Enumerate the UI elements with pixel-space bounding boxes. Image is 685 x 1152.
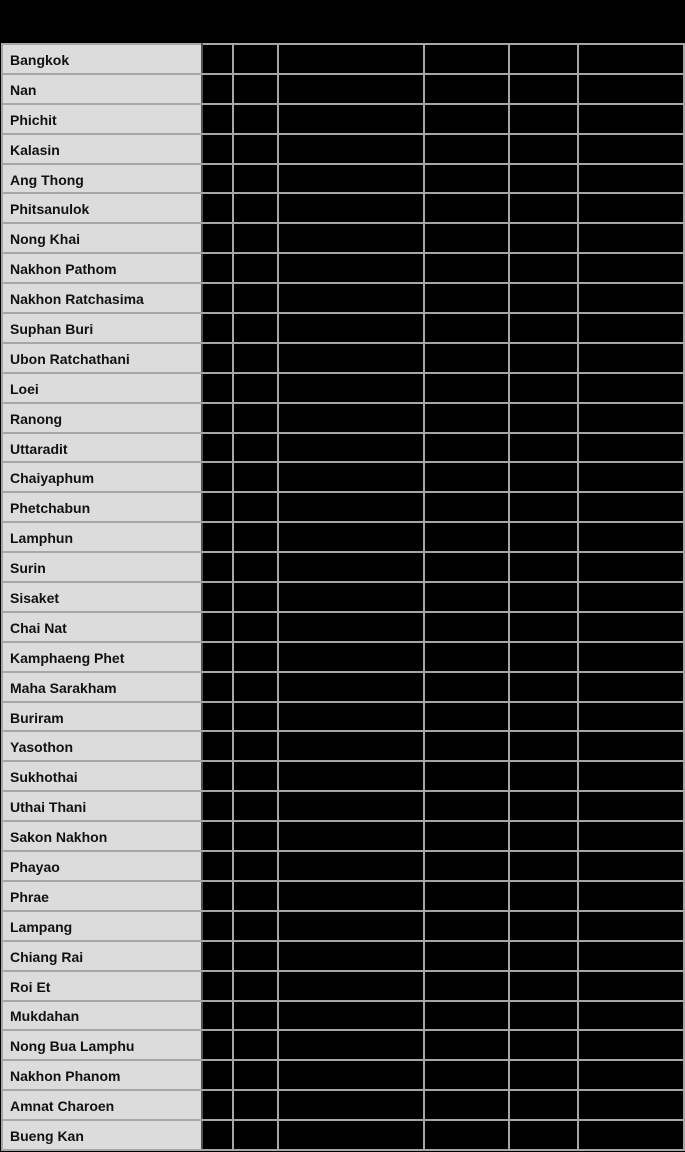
data-cell-col-5[interactable] (509, 1120, 578, 1150)
data-cell-col-4[interactable] (424, 223, 509, 253)
data-cell-col-4[interactable] (424, 462, 509, 492)
data-cell-col-2[interactable] (233, 642, 278, 672)
data-cell-col-3[interactable] (278, 851, 424, 881)
province-name-cell[interactable]: Nan (2, 74, 202, 104)
data-cell-col-6[interactable] (578, 702, 684, 732)
data-cell-col-5[interactable] (509, 343, 578, 373)
data-cell-col-4[interactable] (424, 941, 509, 971)
data-cell-col-5[interactable] (509, 433, 578, 463)
data-cell-col-5[interactable] (509, 44, 578, 74)
table-row[interactable] (2, 433, 684, 463)
table-row[interactable] (2, 911, 684, 941)
data-cell-col-6[interactable] (578, 492, 684, 522)
data-cell-col-4[interactable] (424, 1030, 509, 1060)
data-cell-col-5[interactable] (509, 283, 578, 313)
province-name-cell[interactable]: Chaiyaphum (2, 462, 202, 492)
data-cell-col-1[interactable] (202, 911, 233, 941)
data-cell-col-1[interactable] (202, 164, 233, 194)
data-cell-col-1[interactable] (202, 971, 233, 1001)
data-cell-col-6[interactable] (578, 911, 684, 941)
province-name-cell[interactable]: Maha Sarakham (2, 672, 202, 702)
data-cell-col-3[interactable] (278, 1120, 424, 1150)
data-cell-col-5[interactable] (509, 702, 578, 732)
data-cell-col-6[interactable] (578, 343, 684, 373)
data-cell-col-6[interactable] (578, 1120, 684, 1150)
data-cell-col-4[interactable] (424, 911, 509, 941)
data-cell-col-5[interactable] (509, 911, 578, 941)
data-cell-col-4[interactable] (424, 193, 509, 223)
data-cell-col-6[interactable] (578, 223, 684, 253)
data-cell-col-2[interactable] (233, 343, 278, 373)
data-cell-col-2[interactable] (233, 1030, 278, 1060)
data-cell-col-2[interactable] (233, 253, 278, 283)
table-row[interactable] (2, 941, 684, 971)
data-cell-col-6[interactable] (578, 642, 684, 672)
data-cell-col-4[interactable] (424, 1090, 509, 1120)
data-cell-col-3[interactable] (278, 761, 424, 791)
data-cell-col-6[interactable] (578, 164, 684, 194)
data-cell-col-5[interactable] (509, 941, 578, 971)
data-cell-col-3[interactable] (278, 1001, 424, 1031)
data-cell-col-5[interactable] (509, 642, 578, 672)
data-cell-col-6[interactable] (578, 941, 684, 971)
data-cell-col-1[interactable] (202, 1001, 233, 1031)
table-row[interactable] (2, 313, 684, 343)
data-cell-col-6[interactable] (578, 971, 684, 1001)
data-cell-col-1[interactable] (202, 851, 233, 881)
data-cell-col-3[interactable] (278, 74, 424, 104)
data-cell-col-5[interactable] (509, 731, 578, 761)
data-cell-col-3[interactable] (278, 821, 424, 851)
data-cell-col-5[interactable] (509, 253, 578, 283)
data-cell-col-4[interactable] (424, 642, 509, 672)
data-cell-col-6[interactable] (578, 1001, 684, 1031)
table-row[interactable] (2, 821, 684, 851)
data-cell-col-1[interactable] (202, 283, 233, 313)
province-name-cell[interactable]: Ranong (2, 403, 202, 433)
province-name-cell[interactable]: Sukhothai (2, 761, 202, 791)
data-cell-col-5[interactable] (509, 104, 578, 134)
province-name-cell[interactable]: Ubon Ratchathani (2, 343, 202, 373)
data-cell-col-6[interactable] (578, 582, 684, 612)
data-cell-col-2[interactable] (233, 403, 278, 433)
table-row[interactable] (2, 1120, 684, 1150)
data-cell-col-3[interactable] (278, 104, 424, 134)
data-cell-col-5[interactable] (509, 164, 578, 194)
province-name-cell[interactable]: Suphan Buri (2, 313, 202, 343)
data-cell-col-1[interactable] (202, 44, 233, 74)
data-cell-col-3[interactable] (278, 612, 424, 642)
data-cell-col-6[interactable] (578, 253, 684, 283)
data-cell-col-6[interactable] (578, 462, 684, 492)
data-cell-col-2[interactable] (233, 522, 278, 552)
data-cell-col-4[interactable] (424, 1120, 509, 1150)
data-cell-col-6[interactable] (578, 313, 684, 343)
province-name-cell[interactable]: Uttaradit (2, 433, 202, 463)
data-cell-col-5[interactable] (509, 74, 578, 104)
data-cell-col-1[interactable] (202, 1120, 233, 1150)
table-row[interactable] (2, 552, 684, 582)
data-cell-col-4[interactable] (424, 164, 509, 194)
data-cell-col-1[interactable] (202, 821, 233, 851)
data-cell-col-4[interactable] (424, 253, 509, 283)
data-cell-col-2[interactable] (233, 433, 278, 463)
data-cell-col-5[interactable] (509, 1001, 578, 1031)
table-row[interactable] (2, 971, 684, 1001)
data-cell-col-1[interactable] (202, 731, 233, 761)
province-name-cell[interactable]: Phitsanulok (2, 193, 202, 223)
data-cell-col-4[interactable] (424, 971, 509, 1001)
province-name-cell[interactable]: Sisaket (2, 582, 202, 612)
data-cell-col-2[interactable] (233, 881, 278, 911)
table-row[interactable] (2, 881, 684, 911)
data-cell-col-3[interactable] (278, 881, 424, 911)
table-row[interactable] (2, 642, 684, 672)
table-body (2, 44, 684, 1150)
table-row[interactable] (2, 1030, 684, 1060)
data-cell-col-2[interactable] (233, 731, 278, 761)
data-cell-col-2[interactable] (233, 672, 278, 702)
data-cell-col-4[interactable] (424, 433, 509, 463)
data-cell-col-3[interactable] (278, 642, 424, 672)
province-name-cell[interactable]: Nakhon Ratchasima (2, 283, 202, 313)
data-cell-col-2[interactable] (233, 582, 278, 612)
data-cell-col-3[interactable] (278, 343, 424, 373)
data-cell-col-6[interactable] (578, 552, 684, 582)
data-cell-col-4[interactable] (424, 1060, 509, 1090)
province-name-cell[interactable]: Chai Nat (2, 612, 202, 642)
table-row[interactable] (2, 702, 684, 732)
data-cell-col-5[interactable] (509, 193, 578, 223)
data-cell-col-3[interactable] (278, 373, 424, 403)
data-cell-col-3[interactable] (278, 552, 424, 582)
data-cell-col-3[interactable] (278, 164, 424, 194)
data-cell-col-5[interactable] (509, 373, 578, 403)
data-cell-col-1[interactable] (202, 193, 233, 223)
data-cell-col-4[interactable] (424, 672, 509, 702)
data-cell-col-3[interactable] (278, 283, 424, 313)
data-cell-col-4[interactable] (424, 791, 509, 821)
data-cell-col-5[interactable] (509, 971, 578, 1001)
province-table (1, 43, 685, 1151)
data-cell-col-4[interactable] (424, 134, 509, 164)
province-name-cell[interactable]: Ang Thong (2, 164, 202, 194)
data-cell-col-3[interactable] (278, 1030, 424, 1060)
data-cell-col-4[interactable] (424, 821, 509, 851)
province-name-cell[interactable]: Phichit (2, 104, 202, 134)
province-name-cell[interactable]: Nakhon Phanom (2, 1060, 202, 1090)
data-cell-col-6[interactable] (578, 193, 684, 223)
data-cell-col-5[interactable] (509, 403, 578, 433)
data-cell-col-1[interactable] (202, 642, 233, 672)
data-cell-col-2[interactable] (233, 313, 278, 343)
data-cell-col-2[interactable] (233, 44, 278, 74)
table-row[interactable] (2, 134, 684, 164)
data-cell-col-4[interactable] (424, 283, 509, 313)
data-cell-col-2[interactable] (233, 492, 278, 522)
data-cell-col-6[interactable] (578, 1030, 684, 1060)
data-cell-col-2[interactable] (233, 821, 278, 851)
data-cell-col-3[interactable] (278, 193, 424, 223)
data-cell-col-6[interactable] (578, 403, 684, 433)
data-cell-col-3[interactable] (278, 44, 424, 74)
data-cell-col-6[interactable] (578, 74, 684, 104)
table-row[interactable] (2, 44, 684, 74)
province-name-cell[interactable]: Buriram (2, 702, 202, 732)
data-cell-col-1[interactable] (202, 552, 233, 582)
data-cell-col-4[interactable] (424, 44, 509, 74)
data-cell-col-2[interactable] (233, 373, 278, 403)
province-name-cell[interactable]: Lampang (2, 911, 202, 941)
province-name-cell[interactable]: Chiang Rai (2, 941, 202, 971)
data-cell-col-5[interactable] (509, 672, 578, 702)
data-cell-col-2[interactable] (233, 223, 278, 253)
province-name-cell[interactable]: Amnat Charoen (2, 1090, 202, 1120)
data-cell-col-2[interactable] (233, 283, 278, 313)
province-name-cell[interactable]: Kamphaeng Phet (2, 642, 202, 672)
data-cell-col-5[interactable] (509, 612, 578, 642)
data-cell-col-4[interactable] (424, 761, 509, 791)
province-name-cell[interactable]: Phayao (2, 851, 202, 881)
data-cell-col-1[interactable] (202, 1030, 233, 1060)
province-name-cell[interactable]: Nong Khai (2, 223, 202, 253)
data-cell-col-1[interactable] (202, 941, 233, 971)
table-row[interactable] (2, 462, 684, 492)
data-cell-col-1[interactable] (202, 462, 233, 492)
data-cell-col-5[interactable] (509, 522, 578, 552)
data-cell-col-5[interactable] (509, 1030, 578, 1060)
province-name-cell[interactable]: Yasothon (2, 731, 202, 761)
data-cell-col-6[interactable] (578, 44, 684, 74)
data-cell-col-1[interactable] (202, 492, 233, 522)
table-row[interactable] (2, 223, 684, 253)
table-row[interactable] (2, 1090, 684, 1120)
data-cell-col-4[interactable] (424, 702, 509, 732)
table-row[interactable] (2, 1001, 684, 1031)
data-cell-col-4[interactable] (424, 582, 509, 612)
data-cell-col-2[interactable] (233, 851, 278, 881)
table-row[interactable] (2, 104, 684, 134)
province-name-cell[interactable]: Nong Bua Lamphu (2, 1030, 202, 1060)
data-cell-col-3[interactable] (278, 403, 424, 433)
header-band (0, 0, 685, 43)
data-cell-col-3[interactable] (278, 1060, 424, 1090)
province-name-cell[interactable]: Bangkok (2, 44, 202, 74)
data-cell-col-1[interactable] (202, 104, 233, 134)
data-cell-col-3[interactable] (278, 672, 424, 702)
data-cell-col-5[interactable] (509, 582, 578, 612)
province-name-cell[interactable]: Mukdahan (2, 1001, 202, 1031)
data-cell-col-2[interactable] (233, 1060, 278, 1090)
province-name-cell[interactable]: Bueng Kan (2, 1120, 202, 1150)
data-cell-col-2[interactable] (233, 612, 278, 642)
data-cell-col-5[interactable] (509, 791, 578, 821)
data-cell-col-2[interactable] (233, 702, 278, 732)
data-cell-col-1[interactable] (202, 582, 233, 612)
data-cell-col-1[interactable] (202, 761, 233, 791)
data-cell-col-6[interactable] (578, 1090, 684, 1120)
data-cell-col-3[interactable] (278, 492, 424, 522)
table-row[interactable] (2, 343, 684, 373)
data-cell-col-4[interactable] (424, 1001, 509, 1031)
data-cell-col-2[interactable] (233, 74, 278, 104)
data-cell-col-2[interactable] (233, 164, 278, 194)
data-cell-col-3[interactable] (278, 582, 424, 612)
data-cell-col-3[interactable] (278, 134, 424, 164)
table-row[interactable] (2, 522, 684, 552)
data-cell-col-3[interactable] (278, 731, 424, 761)
data-cell-col-4[interactable] (424, 612, 509, 642)
data-cell-col-2[interactable] (233, 552, 278, 582)
data-cell-col-2[interactable] (233, 971, 278, 1001)
data-cell-col-2[interactable] (233, 791, 278, 821)
data-cell-col-6[interactable] (578, 433, 684, 463)
data-cell-col-3[interactable] (278, 253, 424, 283)
data-cell-col-4[interactable] (424, 373, 509, 403)
data-cell-col-2[interactable] (233, 1120, 278, 1150)
table-row[interactable] (2, 761, 684, 791)
province-name-cell[interactable]: Surin (2, 552, 202, 582)
data-cell-col-1[interactable] (202, 522, 233, 552)
table-row[interactable] (2, 283, 684, 313)
data-cell-col-1[interactable] (202, 881, 233, 911)
data-cell-col-3[interactable] (278, 313, 424, 343)
data-cell-col-4[interactable] (424, 552, 509, 582)
data-cell-col-3[interactable] (278, 433, 424, 463)
data-cell-col-1[interactable] (202, 373, 233, 403)
table-row[interactable] (2, 373, 684, 403)
data-cell-col-2[interactable] (233, 761, 278, 791)
data-cell-col-4[interactable] (424, 74, 509, 104)
data-cell-col-6[interactable] (578, 881, 684, 911)
data-cell-col-1[interactable] (202, 433, 233, 463)
table-row[interactable] (2, 74, 684, 104)
data-cell-col-6[interactable] (578, 821, 684, 851)
data-cell-col-2[interactable] (233, 193, 278, 223)
data-cell-col-6[interactable] (578, 731, 684, 761)
data-cell-col-1[interactable] (202, 253, 233, 283)
data-cell-col-4[interactable] (424, 851, 509, 881)
data-cell-col-5[interactable] (509, 313, 578, 343)
data-cell-col-3[interactable] (278, 702, 424, 732)
province-name-cell[interactable]: Kalasin (2, 134, 202, 164)
data-cell-col-4[interactable] (424, 492, 509, 522)
data-cell-col-4[interactable] (424, 104, 509, 134)
table-row[interactable] (2, 851, 684, 881)
province-name-cell[interactable]: Sakon Nakhon (2, 821, 202, 851)
table-row[interactable] (2, 791, 684, 821)
data-cell-col-4[interactable] (424, 881, 509, 911)
province-name-cell[interactable]: Roi Et (2, 971, 202, 1001)
province-name-cell[interactable]: Loei (2, 373, 202, 403)
province-name-cell[interactable]: Phrae (2, 881, 202, 911)
data-cell-col-6[interactable] (578, 761, 684, 791)
data-cell-col-6[interactable] (578, 612, 684, 642)
data-cell-col-3[interactable] (278, 462, 424, 492)
data-cell-col-4[interactable] (424, 522, 509, 552)
data-cell-col-2[interactable] (233, 941, 278, 971)
data-cell-col-5[interactable] (509, 223, 578, 253)
province-name-cell[interactable]: Lamphun (2, 522, 202, 552)
data-cell-col-1[interactable] (202, 223, 233, 253)
data-cell-col-1[interactable] (202, 1060, 233, 1090)
data-cell-col-2[interactable] (233, 134, 278, 164)
data-cell-col-1[interactable] (202, 672, 233, 702)
data-cell-col-6[interactable] (578, 104, 684, 134)
data-cell-col-3[interactable] (278, 522, 424, 552)
data-cell-col-6[interactable] (578, 791, 684, 821)
data-cell-col-2[interactable] (233, 911, 278, 941)
data-cell-col-5[interactable] (509, 492, 578, 522)
data-cell-col-1[interactable] (202, 612, 233, 642)
data-cell-col-5[interactable] (509, 462, 578, 492)
data-cell-col-2[interactable] (233, 1090, 278, 1120)
data-cell-col-1[interactable] (202, 1090, 233, 1120)
data-cell-col-3[interactable] (278, 1090, 424, 1120)
data-cell-col-5[interactable] (509, 821, 578, 851)
data-cell-col-5[interactable] (509, 134, 578, 164)
data-cell-col-4[interactable] (424, 343, 509, 373)
data-cell-col-5[interactable] (509, 761, 578, 791)
table-row[interactable] (2, 1060, 684, 1090)
data-cell-col-6[interactable] (578, 373, 684, 403)
data-cell-col-1[interactable] (202, 702, 233, 732)
table-row[interactable] (2, 612, 684, 642)
data-cell-col-3[interactable] (278, 791, 424, 821)
data-cell-col-5[interactable] (509, 851, 578, 881)
data-cell-col-3[interactable] (278, 911, 424, 941)
table-row[interactable] (2, 492, 684, 522)
data-cell-col-1[interactable] (202, 74, 233, 104)
table-row[interactable] (2, 164, 684, 194)
data-cell-col-1[interactable] (202, 403, 233, 433)
province-name-cell[interactable]: Nakhon Pathom (2, 253, 202, 283)
data-cell-col-2[interactable] (233, 462, 278, 492)
data-cell-col-6[interactable] (578, 851, 684, 881)
data-cell-col-6[interactable] (578, 283, 684, 313)
table-row[interactable] (2, 403, 684, 433)
data-cell-col-2[interactable] (233, 1001, 278, 1031)
data-cell-col-1[interactable] (202, 134, 233, 164)
data-cell-col-3[interactable] (278, 223, 424, 253)
province-name-cell[interactable]: Uthai Thani (2, 791, 202, 821)
data-cell-col-3[interactable] (278, 971, 424, 1001)
table-row[interactable] (2, 582, 684, 612)
data-cell-col-6[interactable] (578, 672, 684, 702)
data-cell-col-1[interactable] (202, 791, 233, 821)
data-cell-col-6[interactable] (578, 1060, 684, 1090)
data-cell-col-6[interactable] (578, 522, 684, 552)
data-cell-col-4[interactable] (424, 313, 509, 343)
data-cell-col-3[interactable] (278, 941, 424, 971)
data-cell-col-1[interactable] (202, 313, 233, 343)
data-cell-col-4[interactable] (424, 403, 509, 433)
table-row[interactable] (2, 193, 684, 223)
data-cell-col-1[interactable] (202, 343, 233, 373)
data-cell-col-5[interactable] (509, 1060, 578, 1090)
table-row[interactable] (2, 731, 684, 761)
table-row[interactable] (2, 672, 684, 702)
data-cell-col-5[interactable] (509, 881, 578, 911)
data-cell-col-2[interactable] (233, 104, 278, 134)
table-row[interactable] (2, 253, 684, 283)
data-cell-col-5[interactable] (509, 1090, 578, 1120)
province-name-cell[interactable]: Phetchabun (2, 492, 202, 522)
data-cell-col-5[interactable] (509, 552, 578, 582)
data-cell-col-4[interactable] (424, 731, 509, 761)
data-cell-col-6[interactable] (578, 134, 684, 164)
